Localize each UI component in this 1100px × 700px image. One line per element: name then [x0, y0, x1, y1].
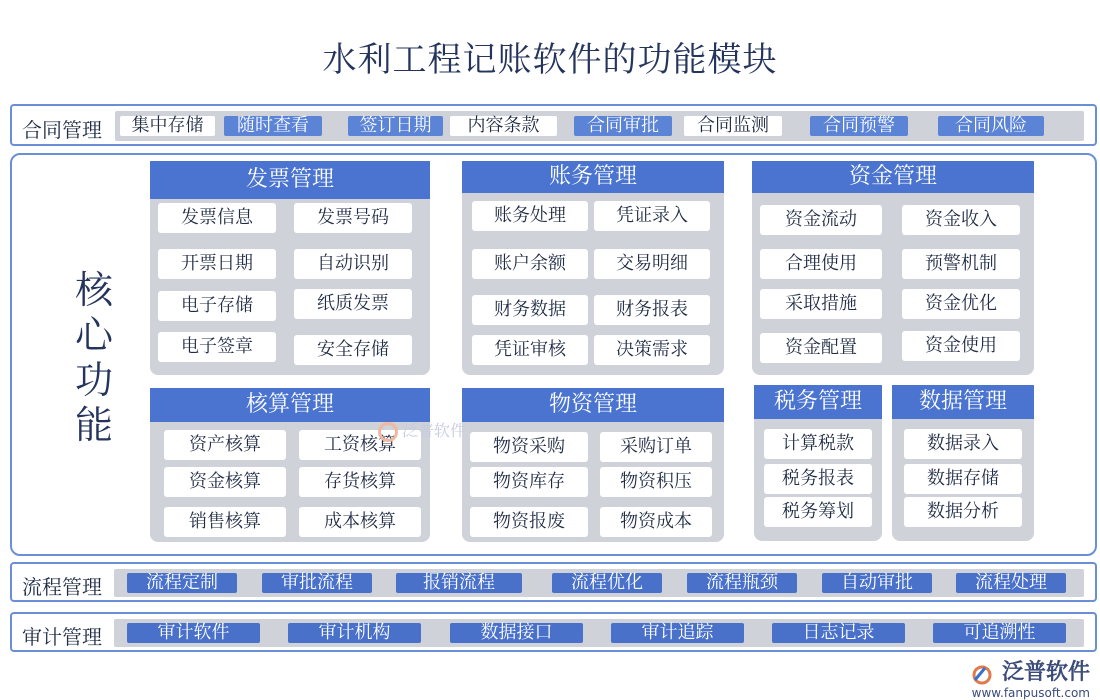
costing-title: 核算管理 [150, 388, 430, 422]
funds-title: 资金管理 [752, 161, 1034, 193]
audit-item: 日志记录 [772, 623, 905, 643]
watermark: 泛普软件 [378, 418, 466, 442]
audit-label: 审计管理 [22, 625, 102, 649]
contract-item: 合同审批 [574, 116, 672, 136]
costing-item: 工资核算 [299, 430, 421, 460]
process-item: 流程处理 [956, 573, 1066, 593]
funds-item: 采取措施 [760, 289, 882, 319]
funds-item: 资金优化 [902, 289, 1020, 319]
brand-logo-icon [971, 664, 993, 686]
audit-row [10, 612, 1097, 652]
process-label: 流程管理 [22, 575, 102, 599]
tax-item: 税务报表 [764, 464, 872, 494]
invoice-item: 自动识别 [294, 249, 412, 279]
contract-item: 内容条款 [450, 116, 557, 136]
process-item: 自动审批 [822, 573, 932, 593]
invoice-item: 安全存储 [294, 335, 412, 365]
funds-item: 预警机制 [902, 249, 1020, 279]
accounting-item: 账户余额 [472, 249, 588, 279]
data-item: 数据录入 [904, 429, 1022, 459]
process-item: 报销流程 [396, 573, 522, 593]
tax-item: 税务筹划 [764, 497, 872, 527]
data-item: 数据存储 [904, 464, 1022, 494]
accounting-item: 凭证录入 [594, 201, 710, 231]
invoice-item: 电子签章 [158, 332, 276, 362]
contract-row [10, 104, 1097, 146]
contract-label: 合同管理 [22, 118, 102, 142]
watermark-logo-icon [378, 422, 398, 442]
invoice-item: 发票信息 [158, 203, 276, 233]
contract-item: 随时查看 [224, 116, 322, 136]
contract-item: 签订日期 [348, 116, 443, 136]
accounting-item: 财务报表 [594, 295, 710, 325]
costing-item: 资产核算 [164, 430, 286, 460]
contract-item: 合同监测 [684, 116, 782, 136]
data-item: 数据分析 [904, 497, 1022, 527]
invoice-item: 纸质发票 [294, 289, 412, 319]
costing-item: 销售核算 [164, 507, 286, 537]
accounting-item: 财务数据 [472, 295, 588, 325]
funds-item: 资金使用 [902, 331, 1020, 361]
audit-item: 可追溯性 [933, 623, 1066, 643]
contract-item: 集中存储 [120, 116, 215, 136]
materials-item: 物资积压 [600, 467, 712, 497]
materials-item: 物资库存 [470, 467, 588, 497]
core-functions-area [10, 153, 1097, 556]
brand-name: 泛普软件 [1001, 659, 1090, 685]
data-title: 数据管理 [892, 385, 1034, 419]
materials-item: 物资成本 [600, 507, 712, 537]
funds-item: 资金配置 [760, 333, 882, 363]
invoice-item: 开票日期 [158, 249, 276, 279]
materials-item: 物资采购 [470, 432, 588, 462]
audit-item: 数据接口 [450, 623, 583, 643]
audit-item: 审计追踪 [611, 623, 744, 643]
core-label-char: 能 [74, 403, 113, 447]
accounting-item: 账务处理 [472, 201, 588, 231]
brand-url: www.fanpusoft.com [971, 686, 1090, 700]
invoice-item: 发票号码 [294, 203, 412, 233]
core-label-char: 心 [74, 313, 113, 357]
accounting-title: 账务管理 [462, 161, 724, 193]
process-item: 流程瓶颈 [687, 573, 797, 593]
contract-item: 合同风险 [938, 116, 1044, 136]
tax-title: 税务管理 [754, 385, 882, 419]
contract-item: 合同预警 [810, 116, 908, 136]
accounting-item: 凭证审核 [472, 335, 588, 365]
process-item: 流程优化 [552, 573, 662, 593]
tax-item: 计算税款 [764, 429, 872, 459]
materials-title: 物资管理 [462, 388, 724, 422]
invoice-item: 电子存储 [158, 291, 276, 321]
process-item: 审批流程 [262, 573, 372, 593]
accounting-item: 交易明细 [594, 249, 710, 279]
page-title: 水利工程记账软件的功能模块 [322, 40, 778, 80]
audit-item: 审计软件 [127, 623, 260, 643]
funds-item: 合理使用 [760, 249, 882, 279]
costing-item: 资金核算 [164, 467, 286, 497]
accounting-item: 决策需求 [594, 335, 710, 365]
materials-item: 物资报废 [470, 507, 588, 537]
costing-item: 存货核算 [299, 467, 421, 497]
process-row [10, 562, 1097, 602]
funds-item: 资金流动 [760, 205, 882, 235]
funds-item: 资金收入 [902, 205, 1020, 235]
core-label-char: 功 [74, 358, 113, 402]
audit-item: 审计机构 [288, 623, 421, 643]
process-item: 流程定制 [127, 573, 237, 593]
materials-item: 采购订单 [600, 432, 712, 462]
brand-logo [971, 655, 1090, 700]
costing-item: 成本核算 [299, 507, 421, 537]
invoice-title: 发票管理 [150, 161, 430, 199]
core-label-char: 核 [74, 268, 113, 312]
